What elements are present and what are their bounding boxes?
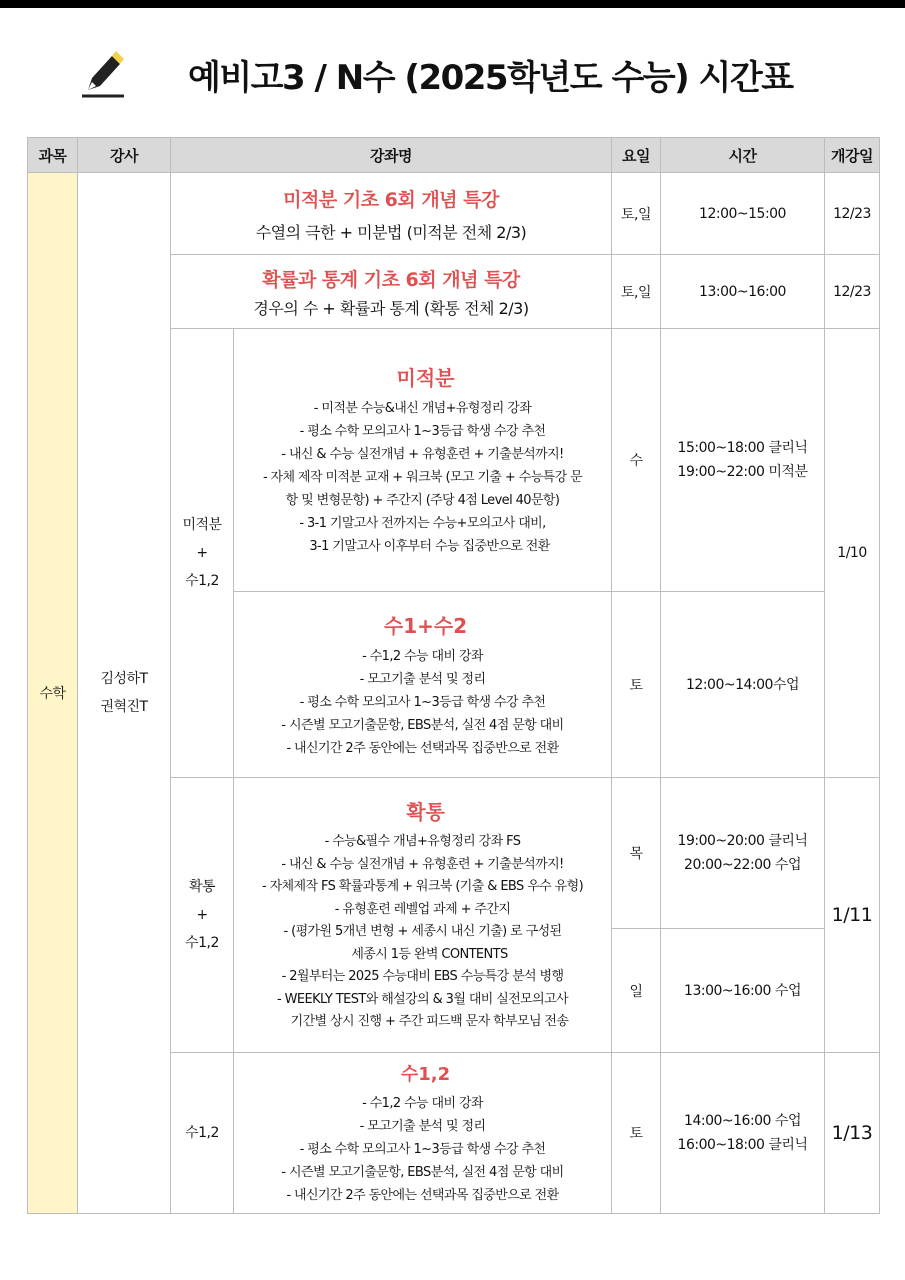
- course-title: 확률과 통계 기초 6회 개념 특강: [262, 268, 520, 291]
- bullet-line: - 수1,2 수능 대비 강좌: [362, 1095, 483, 1111]
- time-cell: 12:00~14:00수업: [661, 592, 825, 778]
- open-date-cell: 12/23: [825, 255, 880, 329]
- teacher-name: 권혁진T: [100, 699, 148, 715]
- title-row: [0, 40, 905, 110]
- time-cell: [661, 329, 825, 592]
- col-teacher: 강사: [78, 138, 171, 173]
- time-line: 19:00~22:00 미적분: [677, 464, 808, 480]
- bullet-line: - 2월부터는 2025 수능대비 EBS 수능특강 분석 병행: [281, 969, 564, 985]
- bullet-line: - WEEKLY TEST와 해설강의 & 3월 대비 실전모의고사: [276, 991, 569, 1007]
- group-label: +: [196, 907, 208, 923]
- bullet-line: - 미적분 수능&내신 개념+유형정리 강좌: [313, 401, 532, 416]
- course-detail-title: 수1+수2: [383, 613, 468, 638]
- page-title: 예비고3 / N수 (2025학년도 수능) 시간표: [188, 58, 793, 98]
- group-label: 수1,2: [185, 935, 219, 951]
- time-line: 20:00~22:00 수업: [684, 857, 801, 873]
- course-detail-cell: [234, 1053, 612, 1214]
- day-cell: 목: [612, 778, 661, 929]
- course-detail-cell: [234, 778, 612, 1053]
- day-cell: 토: [612, 592, 661, 778]
- course-detail-title: 확통: [406, 800, 445, 825]
- bullet-line: 세종시 1등 완벽 CONTENTS: [351, 946, 508, 962]
- bullet-line: - 평소 수학 모의고사 1~3등급 학생 수강 추천: [299, 424, 546, 439]
- bullet-line: - 모고기출 분석 및 정리: [359, 1118, 486, 1134]
- bullet-line: 항 및 변형문항) + 주간지 (주당 4점 Level 40문항): [285, 493, 560, 508]
- day-cell: 수: [612, 329, 661, 592]
- bullet-line: - 내신 & 수능 실전개념 + 유형훈련 + 기출분석까지!: [281, 856, 564, 872]
- pencil-icon: [80, 46, 128, 98]
- subject-cell: 수학: [28, 173, 78, 1214]
- course-detail-cell: [234, 329, 612, 592]
- schedule-table: [27, 137, 880, 1214]
- time-line: 19:00~20:00 클리닉: [677, 833, 808, 849]
- open-date-cell: 1/11: [825, 778, 880, 1053]
- col-day: 요일: [612, 138, 661, 173]
- open-date-cell: 1/13: [825, 1053, 880, 1214]
- top-bar: [0, 0, 905, 8]
- open-date-cell: 12/23: [825, 173, 880, 255]
- day-cell: 토,일: [612, 173, 661, 255]
- group-label-cell: [171, 778, 234, 1053]
- group-label: 수1,2: [185, 573, 219, 589]
- course-detail-cell: [234, 592, 612, 778]
- day-cell: 토,일: [612, 255, 661, 329]
- teacher-cell: [78, 173, 171, 1214]
- time-line: 14:00~16:00 수업: [684, 1113, 801, 1129]
- bullet-line: - 평소 수학 모의고사 1~3등급 학생 수강 추천: [299, 1141, 546, 1157]
- bullet-line: 3-1 기말고사 이후부터 수능 집중반으로 전환: [309, 539, 550, 554]
- bullet-line: - 3-1 기말고사 전까지는 수능+모의고사 대비,: [299, 516, 546, 531]
- group-label: 확통: [188, 879, 216, 895]
- bullet-line: - 시즌별 모고기출문항, EBS분석, 실전 4점 문항 대비: [281, 1164, 564, 1180]
- day-cell: 토: [612, 1053, 661, 1214]
- bullet-line: - 수1,2 수능 대비 강좌: [362, 648, 483, 664]
- time-line: 16:00~18:00 클리닉: [677, 1137, 808, 1153]
- day-cell: 일: [612, 929, 661, 1053]
- bullet-line: - 자체제작 FS 확률과통계 + 워크북 (기출 & EBS 우수 유형): [261, 879, 584, 895]
- time-cell: 13:00~16:00 수업: [661, 929, 825, 1053]
- bullet-line: - 내신기간 2주 동안에는 선택과목 집중반으로 전환: [286, 1187, 559, 1203]
- course-detail-title: 수1,2: [400, 1063, 451, 1085]
- bullet-line: - 평소 수학 모의고사 1~3등급 학생 수강 추천: [299, 694, 546, 710]
- bullet-line: - (평가원 5개년 변형 + 세종시 내신 기출) 로 구성된: [283, 924, 562, 940]
- bullet-line: - 내신기간 2주 동안에는 선택과목 집중반으로 전환: [286, 740, 559, 756]
- course-subtitle: 수열의 극한 + 미분법 (미적분 전체 2/3): [255, 222, 527, 242]
- bullet-line: - 자체 제작 미적분 교재 + 워크북 (모고 기출 + 수능특강 문: [262, 470, 583, 485]
- group-label: +: [196, 545, 208, 561]
- course-detail-title: 미적분: [396, 366, 455, 390]
- header-row: [28, 138, 880, 173]
- course-subtitle: 경우의 수 + 확률과 통계 (확통 전체 2/3): [253, 298, 529, 318]
- bullet-line: - 모고기출 분석 및 정리: [359, 671, 486, 687]
- time-cell: [661, 1053, 825, 1214]
- bullet-line: - 시즌별 모고기출문항, EBS분석, 실전 4점 문항 대비: [281, 717, 564, 733]
- col-open: 개강일: [825, 138, 880, 173]
- col-course: 강좌명: [171, 138, 612, 173]
- col-subject: 과목: [28, 138, 78, 173]
- group-label-cell: [171, 329, 234, 778]
- course-title: 미적분 기초 6회 개념 특강: [283, 188, 499, 211]
- course-cell: [171, 173, 612, 255]
- teacher-name: 김성하T: [100, 671, 148, 687]
- time-cell: 12:00~15:00: [661, 173, 825, 255]
- table-row: [28, 173, 880, 255]
- bullet-line: - 내신 & 수능 실전개념 + 유형훈련 + 기출분석까지!: [281, 447, 564, 462]
- group-label-cell: 수1,2: [171, 1053, 234, 1214]
- course-cell: [171, 255, 612, 329]
- col-time: 시간: [661, 138, 825, 173]
- bullet-line: 기간별 상시 진행 + 주간 피드백 문자 학부모님 전송: [290, 1014, 569, 1030]
- group-label: 미적분: [182, 517, 222, 533]
- time-cell: [661, 778, 825, 929]
- bullet-line: - 유형훈련 레벨업 과제 + 주간지: [334, 901, 511, 917]
- open-date-cell: 1/10: [825, 329, 880, 778]
- time-line: 15:00~18:00 클리닉: [677, 440, 808, 456]
- time-cell: 13:00~16:00: [661, 255, 825, 329]
- bullet-line: - 수능&필수 개념+유형정리 강좌 FS: [324, 834, 521, 850]
